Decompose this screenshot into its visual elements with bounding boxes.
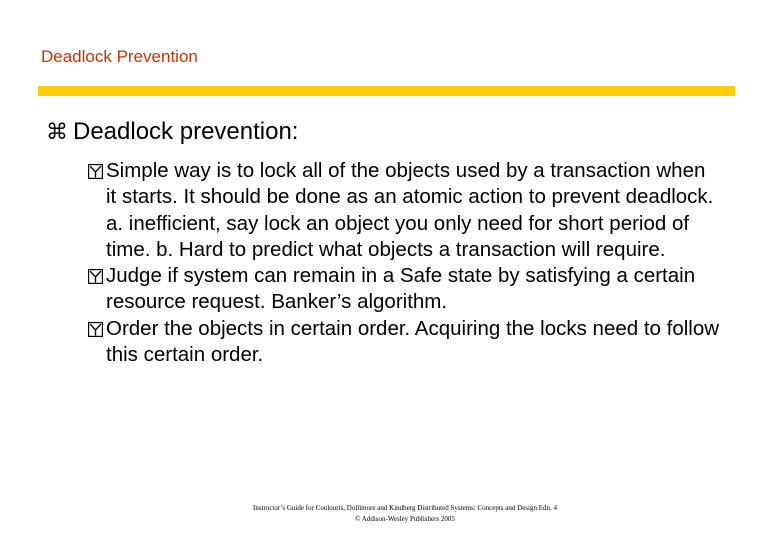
slide-title: Deadlock Prevention xyxy=(41,47,198,66)
title-underline-bar xyxy=(38,86,735,96)
slide-footer xyxy=(0,503,780,525)
z-bullet-icon: ⌘ xyxy=(46,120,68,145)
footer-credit: Instructor’s Guide for Coulouris, Dollimore and Kindberg Distributed Systems: Concepts and Design Edn. 4 xyxy=(252,504,557,512)
heading-text: Deadlock prevention: xyxy=(73,118,299,145)
slide-content xyxy=(46,118,746,368)
list-item-text: Simple way is to lock all of the objects used by a transaction when it starts. It should be done as an atomic action to prevent deadlock. a. inefficient, say lock an object you only need for short period of time. b. Hard to predict what objects a transaction will require. xyxy=(106,159,714,261)
list-item xyxy=(88,263,721,316)
y-box-bullet-icon xyxy=(88,322,103,337)
list-item-text: Order the objects in certain order. Acquiring the locks need to follow this certain order. xyxy=(106,316,720,367)
y-box-bullet-icon xyxy=(88,269,103,284)
list-item-text: Judge if system can remain in a Safe state by satisfying a certain resource request. Banker’s algorithm. xyxy=(106,264,696,314)
y-box-bullet-icon xyxy=(88,164,103,179)
bullet-heading xyxy=(46,118,746,148)
bullet-list xyxy=(88,158,746,368)
footer-copyright: © Addison-Wesley Publishers 2005 xyxy=(355,515,455,523)
list-item xyxy=(88,158,721,263)
list-item xyxy=(88,316,721,369)
